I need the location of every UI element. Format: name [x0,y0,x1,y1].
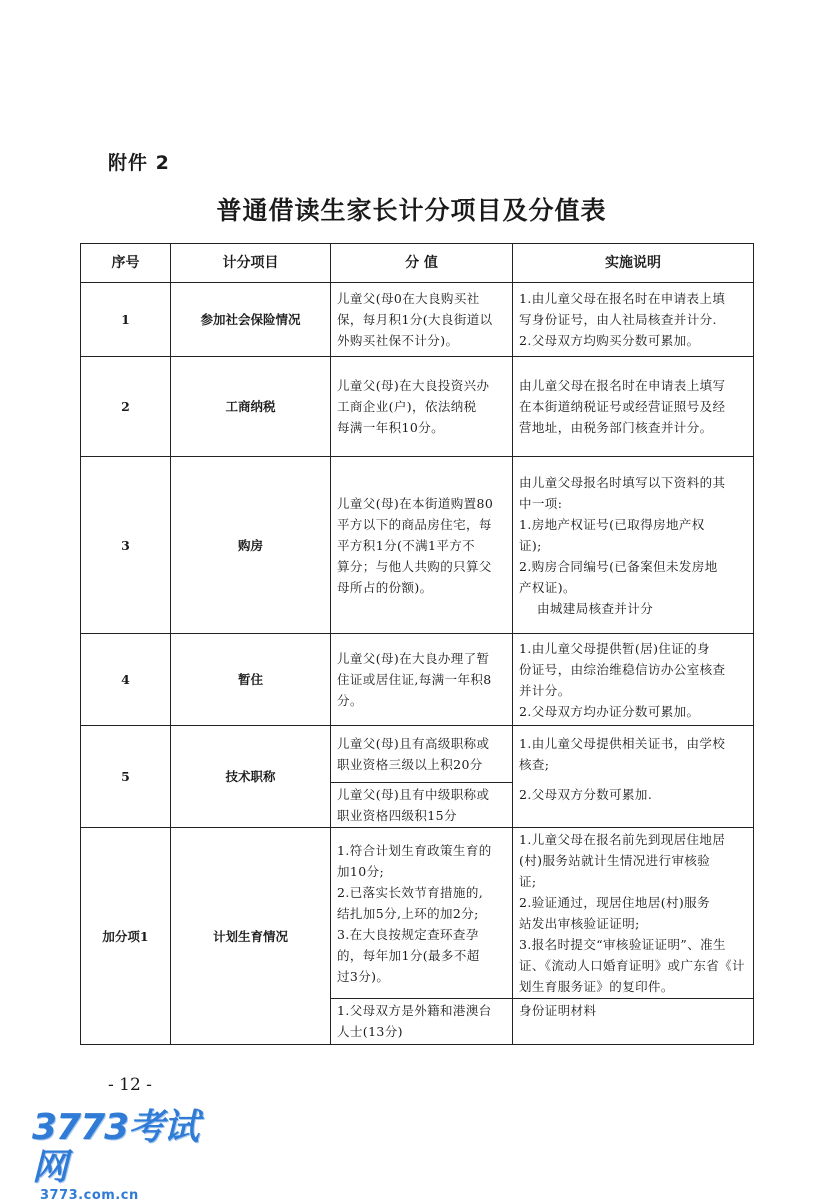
row-value [331,783,513,828]
row-no: 2 [81,357,171,457]
desc-line: 由儿童父母报名时填写以下资料的其 [519,474,726,490]
desc-line: 在本街道纳税证号或经营证照号及经 [519,399,726,414]
desc-line: 1.由儿童父母提供暂(居)住证的身 [519,640,710,656]
desc-line: 划生育服务证》的复印件。 [519,979,674,994]
value-line: 保，每月积1分(大良街道以 [337,312,493,327]
desc-line: 份证号，由综治维稳信访办公室核查 [519,661,726,677]
watermark-logo-text: 3773考试网 [32,1107,199,1188]
value-line: 住证或居住证,每满一年积8 [337,672,492,687]
value-line: 儿童父(母)在大良投资兴办 [337,378,490,393]
row-desc [513,828,754,999]
desc-line: 证、《流动人口婚育证明》或广东省《计 [519,958,745,973]
value-line: 儿童父(母)在大良办理了暂 [337,651,490,666]
table-row [81,828,754,999]
desc-line: 由城建局核查并计分 [537,600,654,616]
value-line: 工商企业(户)，依法纳税 [337,399,477,414]
value-line: 儿童父(母)且有中级职称或 [337,787,490,802]
table-row [81,283,754,357]
value-line: 人士(13分) [337,1024,403,1039]
header-desc: 实施说明 [513,244,754,283]
desc-line: 写身份证号，由人社局核查并计分. [519,312,717,327]
row-value [331,283,513,357]
value-line: 儿童父(母)在本街道购置80 [337,495,494,511]
annex-label: 附件 2 [108,152,170,174]
desc-line: 产权证)。 [519,579,576,595]
row-no: 5 [81,726,171,828]
page-number: - 12 - [108,1075,152,1095]
header-value: 分 值 [331,244,513,283]
desc-line: 核查; [519,757,550,773]
desc-line: 由儿童父母在报名时在申请表上填写 [519,378,726,393]
row-value [331,999,513,1045]
desc-line: 中一项: [519,495,563,511]
row-value [331,634,513,726]
value-line: 每满一年积10分。 [337,420,445,435]
desc-line: 1.由儿童父母在报名时在申请表上填 [519,291,726,306]
desc-line: 1.房地产权证号(已取得房地产权 [519,516,705,532]
row-value [331,457,513,634]
header-no: 序号 [81,244,171,283]
value-line: 1.父母双方是外籍和港澳台 [337,1003,492,1018]
row-no: 加分项1 [81,828,171,1045]
row-item: 购房 [171,457,331,634]
desc-line: (村)服务站就计生情况进行审核验 [519,853,711,868]
row-value [331,828,513,999]
value-line: 分。 [337,693,363,708]
value-line: 母所占的份额)。 [337,579,433,595]
desc-line: 证); [519,537,542,553]
value-line: 的，每年加1分(最多不超 [337,947,480,963]
desc-line: 营地址，由税务部门核查并计分。 [519,420,713,435]
row-no: 3 [81,457,171,634]
desc-line: 2.父母双方均购买分数可累加。 [519,333,700,348]
value-line: 儿童父(母0在大良购买社 [337,291,480,306]
value-line: 平方以下的商品房住宅，每 [337,516,492,532]
row-desc [513,357,754,457]
row-item: 参加社会保险情况 [171,283,331,357]
row-item: 计划生育情况 [171,828,331,1045]
row-no: 4 [81,634,171,726]
desc-line: 1.儿童父母在报名前先到现居住地居 [519,832,726,847]
watermark-logo [32,1107,202,1203]
value-line: 外购买社保不计分)。 [337,333,459,348]
value-line: 职业资格三级以上积20分 [337,757,483,772]
watermark-url: 3773.com.cn [40,1188,139,1203]
row-desc [513,457,754,634]
desc-line: 并计分。 [519,682,571,698]
desc-line: 2.父母双方分数可累加. [519,786,653,802]
row-item: 暂住 [171,634,331,726]
table-row [81,457,754,634]
row-item: 技术职称 [171,726,331,828]
value-line: 加10分; [337,863,385,879]
header-item: 计分项目 [171,244,331,283]
table-row [81,357,754,457]
value-line: 1.符合计划生育政策生育的 [337,842,492,858]
value-line: 算分；与他人共购的只算父 [337,558,492,574]
score-table [80,243,754,1045]
desc-line: 1.由儿童父母提供相关证书，由学校 [519,736,726,752]
value-line: 过3分)。 [337,968,390,984]
desc-line: 身份证明材料 [519,1003,597,1018]
desc-line: 2.购房合同编号(已备案但未发房地 [519,558,718,574]
table-row [81,634,754,726]
value-line: 职业资格四级积15分 [337,808,457,823]
row-desc [513,634,754,726]
row-desc [513,999,754,1045]
table-header-row [81,244,754,283]
row-value [331,726,513,783]
document-title: 普通借读生家长计分项目及分值表 [216,196,607,225]
value-line: 平方积1分(不满1平方不 [337,537,476,553]
value-line: 3.在大良按规定查环查孕 [337,926,479,942]
row-no: 1 [81,283,171,357]
table-row [81,726,754,783]
desc-line: 3.报名时提交“审核验证证明”、准生 [519,937,726,952]
desc-line: 2.验证通过，现居住地居(村)服务 [519,895,710,910]
row-value [331,357,513,457]
row-item: 工商纳税 [171,357,331,457]
desc-line: 2.父母双方均办证分数可累加。 [519,703,700,719]
desc-line: 站发出审核验证证明; [519,916,640,931]
value-line: 儿童父(母)且有高级职称或 [337,736,490,751]
row-desc [513,783,754,828]
row-desc [513,283,754,357]
value-line: 结扎加5分,上环的加2分; [337,905,479,921]
row-desc [513,726,754,783]
value-line: 2.已落实长效节育措施的, [337,884,484,900]
desc-line: 证; [519,874,537,889]
